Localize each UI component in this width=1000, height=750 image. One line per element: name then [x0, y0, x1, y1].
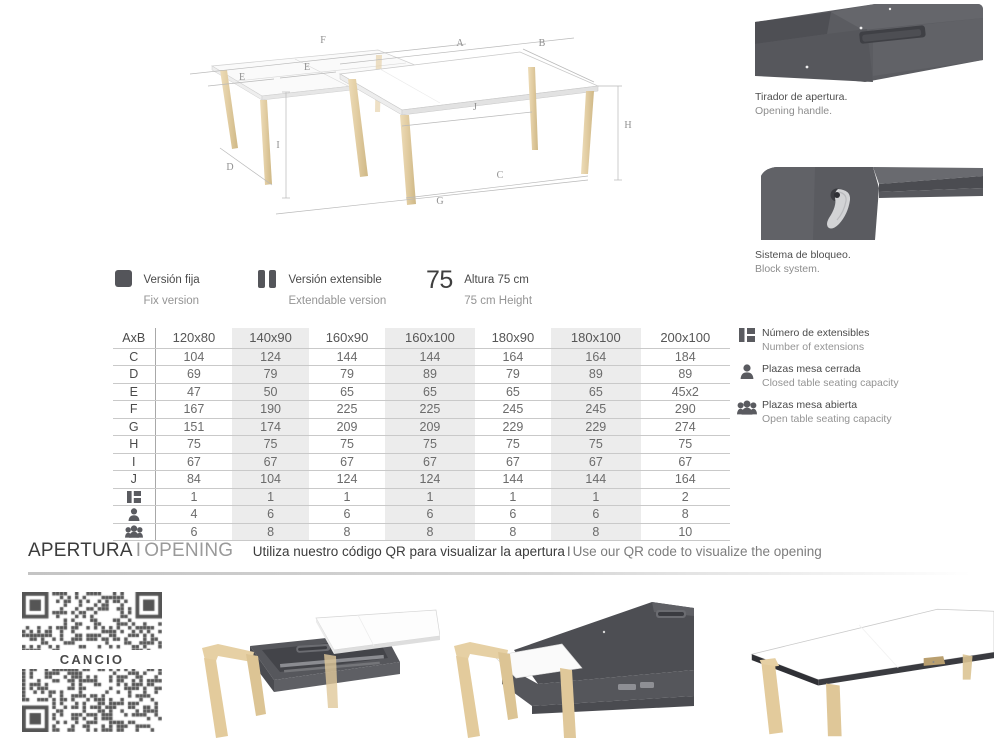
table-cell: 75 [309, 436, 385, 454]
table-cell: 1 [385, 488, 474, 506]
table-row-label-C: C [113, 348, 155, 366]
table-col-header-140x90: 140x90 [232, 328, 308, 348]
table-cell: 144 [551, 471, 640, 489]
table-cell: 229 [475, 418, 551, 436]
table-cell: 6 [551, 506, 640, 524]
apertura-banner [28, 540, 972, 570]
table-cell: 174 [232, 418, 308, 436]
table-cell: 124 [232, 348, 308, 366]
extendable-table-technical-drawing [190, 8, 670, 228]
table-row-label-J: J [113, 471, 155, 489]
table-cell: 75 [232, 436, 308, 454]
legend-extendable-version-es: Versión extensible [288, 274, 382, 286]
group-icon [737, 400, 757, 420]
table-cell: 79 [309, 366, 385, 384]
table-cell: 65 [309, 383, 385, 401]
table-cell: 67 [641, 453, 730, 471]
table-cell: 45x2 [641, 383, 730, 401]
table-row [113, 383, 730, 401]
table-cell: 124 [309, 471, 385, 489]
legend-fix-version [115, 269, 200, 307]
table-cell: 67 [551, 453, 640, 471]
table-cell: 84 [155, 471, 232, 489]
table-cell: 274 [641, 418, 730, 436]
table-cell: 104 [155, 348, 232, 366]
opening-handle-caption-es: Tirador de apertura. [755, 91, 848, 103]
table-cell: 75 [641, 436, 730, 454]
table-body [113, 348, 730, 541]
legend-closed-seating [737, 363, 997, 399]
apertura-divider [28, 572, 972, 575]
table-cell: 124 [385, 471, 474, 489]
legend-height-en: 75 cm Height [464, 294, 533, 307]
legend-open-seating-es: Plazas mesa abierta [762, 399, 858, 411]
person-icon [737, 364, 757, 384]
svg-text:G: G [436, 196, 444, 207]
block-system-caption-en: Block system. [755, 262, 820, 275]
table-cell: 245 [551, 401, 640, 419]
group-icon [113, 523, 155, 541]
table-cell: 89 [385, 366, 474, 384]
opening-step-2-photo [442, 588, 694, 738]
table-row-label-I: I [113, 453, 155, 471]
table-row-label-G: G [113, 418, 155, 436]
fix-version-icon [115, 270, 132, 287]
table-col-header-180x90: 180x90 [475, 328, 551, 348]
legend-extendable-version [258, 269, 387, 307]
table-row [113, 436, 730, 454]
table-row-label-E: E [113, 383, 155, 401]
legend-fix-version-en: Fix version [143, 294, 200, 307]
table-cell: 4 [155, 506, 232, 524]
apertura-sub-en: Use our QR code to visualize the opening [572, 544, 822, 559]
table-cell: 75 [475, 436, 551, 454]
table-cell: 8 [641, 506, 730, 524]
svg-text:D: D [226, 162, 234, 173]
table-cell: 8 [309, 523, 385, 541]
table-cell: 8 [551, 523, 640, 541]
table-col-header-120x80: 120x80 [155, 328, 232, 348]
table-row [113, 401, 730, 419]
extensions-icon [737, 328, 757, 347]
table-cell: 79 [475, 366, 551, 384]
extendable-version-icon [258, 270, 277, 288]
table-cell: 229 [551, 418, 640, 436]
block-system-photo [755, 162, 983, 240]
table-cell: 144 [475, 471, 551, 489]
dimensions-table [113, 328, 730, 541]
table-cell: 89 [641, 366, 730, 384]
table-cell: 75 [385, 436, 474, 454]
person-icon [113, 506, 155, 524]
extensions-icon [113, 488, 155, 506]
legend-extendable-version-en: Extendable version [288, 294, 387, 307]
block-system-caption [755, 249, 995, 277]
table-cell: 225 [309, 401, 385, 419]
table-cell: 8 [475, 523, 551, 541]
table-cell: 6 [155, 523, 232, 541]
table-cell: 167 [155, 401, 232, 419]
table-col-header-160x100: 160x100 [385, 328, 474, 348]
table-cell: 8 [385, 523, 474, 541]
table-header-row [113, 328, 730, 348]
table-cell: 67 [475, 453, 551, 471]
table-legend [737, 327, 997, 435]
qr-code[interactable] [22, 592, 174, 732]
table-row [113, 488, 730, 506]
svg-text:H: H [624, 120, 632, 131]
table-cell: 6 [385, 506, 474, 524]
table-cell: 10 [641, 523, 730, 541]
svg-text:B: B [538, 38, 546, 49]
opening-handle-caption [755, 91, 995, 119]
legend-closed-seating-es: Plazas mesa cerrada [762, 363, 861, 375]
table-cell: 1 [475, 488, 551, 506]
table-cell: 164 [551, 348, 640, 366]
table-cell: 8 [232, 523, 308, 541]
table-cell: 67 [232, 453, 308, 471]
table-row [113, 453, 730, 471]
table-cell: 190 [232, 401, 308, 419]
table-row-label-H: H [113, 436, 155, 454]
table-cell: 164 [475, 348, 551, 366]
table-cell: 2 [641, 488, 730, 506]
apertura-sub-separator: I [566, 544, 571, 559]
table-corner-label: AxB [113, 328, 155, 348]
table-cell: 67 [385, 453, 474, 471]
table-cell: 245 [475, 401, 551, 419]
svg-text:E: E [238, 72, 246, 83]
table-cell: 6 [232, 506, 308, 524]
table-cell: 1 [155, 488, 232, 506]
table-cell: 164 [641, 471, 730, 489]
legend-fix-version-es: Versión fija [143, 274, 200, 286]
legend-height-es: Altura 75 cm [464, 274, 529, 286]
table-cell: 75 [551, 436, 640, 454]
legend-extensions-en: Number of extensions [762, 340, 865, 353]
table-cell: 47 [155, 383, 232, 401]
table-cell: 67 [309, 453, 385, 471]
svg-text:J: J [473, 102, 477, 113]
table-col-header-180x100: 180x100 [551, 328, 640, 348]
table-cell: 184 [641, 348, 730, 366]
table-cell: 75 [155, 436, 232, 454]
table-row [113, 471, 730, 489]
svg-text:I: I [276, 140, 280, 151]
table-row [113, 366, 730, 384]
table-cell: 65 [475, 383, 551, 401]
table-row [113, 506, 730, 524]
height-value: 75 [426, 266, 453, 294]
table-row-label-F: F [113, 401, 155, 419]
opening-step-1-photo [188, 588, 440, 738]
table-cell: 6 [309, 506, 385, 524]
version-legend [115, 266, 675, 307]
table-cell: 50 [232, 383, 308, 401]
legend-extensions-es: Número de extensibles [762, 327, 870, 339]
opening-handle-photo [755, 4, 983, 82]
table-cell: 104 [232, 471, 308, 489]
opening-handle-caption-en: Opening handle. [755, 104, 833, 117]
svg-text:C: C [496, 170, 504, 181]
table-cell: 144 [309, 348, 385, 366]
table-cell: 1 [232, 488, 308, 506]
table-col-header-160x90: 160x90 [309, 328, 385, 348]
svg-text:A: A [456, 38, 464, 49]
qr-brand-label: CANCIO [22, 650, 162, 669]
apertura-separator: I [135, 540, 142, 561]
table-row [113, 523, 730, 541]
table-cell: 1 [309, 488, 385, 506]
table-cell: 290 [641, 401, 730, 419]
block-system-caption-es: Sistema de bloqueo. [755, 249, 851, 261]
opening-step-3-photo [742, 588, 994, 738]
legend-height [426, 266, 533, 307]
legend-open-seating-en: Open table seating capacity [762, 412, 892, 425]
apertura-sub-es: Utiliza nuestro código QR para visualizar la apertura [252, 544, 565, 559]
table-row-label-D: D [113, 366, 155, 384]
table-row [113, 418, 730, 436]
table-cell: 225 [385, 401, 474, 419]
svg-text:E: E [303, 62, 311, 73]
apertura-title-es: APERTURA [28, 540, 133, 561]
legend-number-of-extensions [737, 327, 997, 363]
table-cell: 209 [385, 418, 474, 436]
table-cell: 89 [551, 366, 640, 384]
table-cell: 144 [385, 348, 474, 366]
table-cell: 209 [309, 418, 385, 436]
table-cell: 79 [232, 366, 308, 384]
table-cell: 67 [155, 453, 232, 471]
legend-open-seating [737, 399, 997, 435]
table-cell: 65 [551, 383, 640, 401]
table-cell: 151 [155, 418, 232, 436]
table-row [113, 348, 730, 366]
legend-closed-seating-en: Closed table seating capacity [762, 376, 899, 389]
apertura-title-en: OPENING [144, 540, 234, 561]
table-cell: 65 [385, 383, 474, 401]
svg-text:F: F [320, 35, 326, 46]
table-col-header-200x100: 200x100 [641, 328, 730, 348]
table-cell: 6 [475, 506, 551, 524]
table-cell: 69 [155, 366, 232, 384]
table-cell: 1 [551, 488, 640, 506]
